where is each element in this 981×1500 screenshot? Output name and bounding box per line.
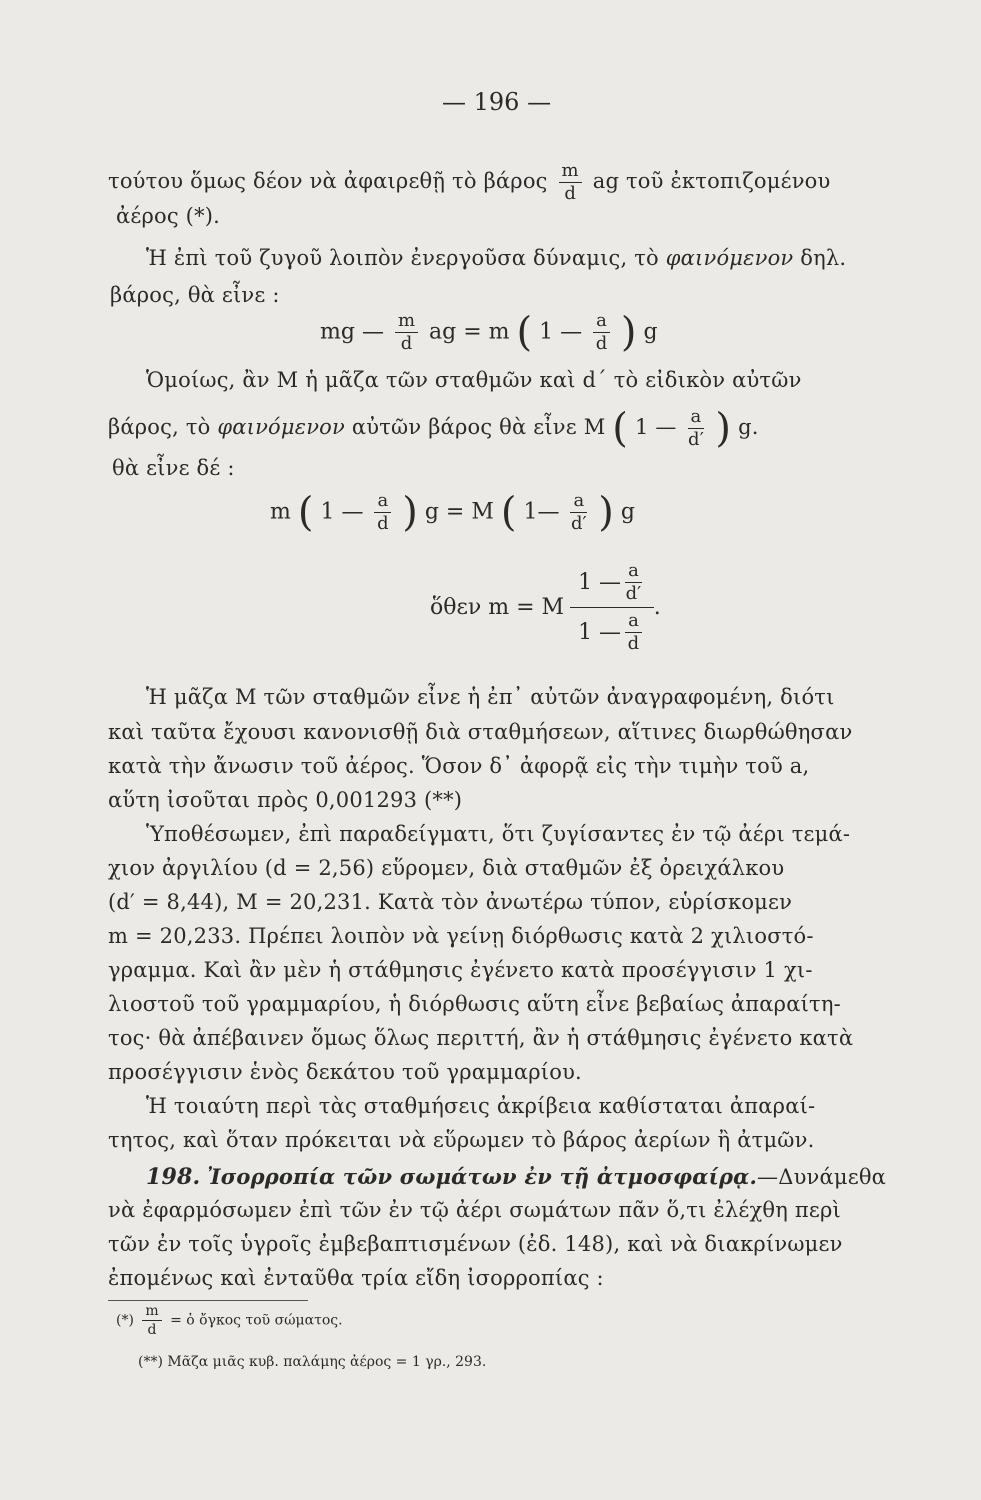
eq-term: 1 — — [635, 415, 677, 439]
compound-denominator — [578, 608, 646, 653]
section-number: 198. — [146, 1164, 201, 1190]
eq-term: ag = m — [429, 319, 510, 345]
denominator: d — [595, 333, 608, 354]
numerator: a — [593, 312, 610, 333]
fraction-m-over-d — [142, 1304, 161, 1337]
eq-term: 1 — — [320, 499, 364, 525]
text-line: τῶν ἐν τοῖς ὑγροῖς ἐμβεβαπτισμένων (ἐδ. 148), καὶ νὰ διακρίνωμεν — [108, 1232, 843, 1256]
text-line: καὶ ταῦτα ἔχουσι κανονισθῇ διὰ σταθμήσεων, αἵτινες διωρθώθησαν — [108, 720, 853, 744]
italic-term: φαινόμενον — [217, 415, 345, 439]
text-line: προσέγγισιν ἑνὸς δεκάτου τοῦ γραμμαρίου. — [108, 1060, 582, 1084]
fraction-a-over-d — [374, 492, 391, 533]
text-line: γραμμα. Καὶ ἂν μὲν ἡ στάθμησις ἐγένετο κατὰ προσέγγισιν 1 χι- — [108, 958, 813, 982]
numerator: m — [395, 312, 418, 333]
eq-term: ὅθεν m = M — [430, 595, 565, 620]
paren-close: ) — [402, 489, 418, 536]
text-span: τούτου ὅμως δέον νὰ ἀφαιρεθῇ τὸ βάρος — [108, 169, 548, 193]
text-line: νὰ ἐφαρμόσωμεν ἐπὶ τῶν ἐν τῷ ἀέρι σωμάτων πᾶν ὅ,τι ἐλέχθη περὶ — [108, 1198, 841, 1222]
italic-term: φαινόμενον — [665, 246, 794, 270]
paren-close: ) — [598, 489, 614, 536]
denominator: d′ — [625, 583, 642, 604]
eq-term: g — [643, 319, 658, 345]
compound-numerator — [570, 562, 654, 608]
text-span: βάρος, τὸ — [108, 415, 211, 439]
text-line: m = 20,233. Πρέπει λοιπὸν νὰ γείνῃ διόρθωσις κατὰ 2 χιλιοστό- — [108, 924, 814, 948]
numerator: a — [374, 492, 391, 513]
footnote-marker: (*) — [116, 1312, 134, 1329]
text-line: αὕτη ἰσοῦται πρὸς 0,001293 (**) — [108, 788, 463, 812]
text-line: θὰ εἶνε δέ : — [112, 456, 235, 480]
text-line: λιοστοῦ τοῦ γραμμαρίου, ἡ διόρθωσις αὕτη εἶνε βεβαίως ἀπαραίτη- — [108, 992, 841, 1016]
text-span: αὐτῶν βάρος θὰ εἶνε M — [351, 415, 606, 439]
eq-term: mg — — [320, 319, 384, 345]
numerator: m — [142, 1304, 161, 1321]
text-line — [108, 162, 830, 203]
numerator: a — [625, 562, 642, 583]
footnote-rule — [108, 1300, 308, 1301]
footnote-2: (**) Μᾶζα μιᾶς κυβ. παλάμης ἀέρος = 1 γρ., 293. — [138, 1354, 487, 1370]
fraction-a-over-dprime — [688, 408, 705, 449]
fraction-a-over-d — [593, 312, 610, 353]
denominator: d — [377, 513, 389, 534]
section-heading-line — [146, 1164, 886, 1190]
eq-term: 1 — — [539, 319, 583, 345]
numerator: a — [625, 612, 642, 633]
numerator: m — [559, 162, 582, 183]
text-line: χιον ἀργιλίου (d = 2,56) εὕρομεν, διὰ σταθμῶν ἐξ ὀρειχάλκου — [108, 856, 785, 880]
text-line — [108, 405, 759, 452]
text-line: (d′ = 8,44), M = 20,231. Κατὰ τὸν ἀνωτέρω τύπον, εὑρίσκομεν — [108, 890, 793, 914]
paren-close: ) — [620, 309, 637, 356]
fraction-m-over-d — [559, 162, 582, 203]
text-line: Ὁμοίως, ἂν M ἡ μᾶζα τῶν σταθμῶν καὶ d΄ τὸ εἰδικὸν αὐτῶν — [146, 368, 802, 392]
eq-term: g = M — [424, 499, 494, 525]
section-title: Ἰσορροπία τῶν σωμάτων ἐν τῇ ἀτμοσφαίρᾳ. — [207, 1164, 758, 1189]
text-span: ag τοῦ ἐκτοπιζομένου — [592, 169, 831, 193]
text-line: τητος, καὶ ὅταν πρόκειται νὰ εὕρωμεν τὸ βάρος ἀερίων ἢ ἀτμῶν. — [108, 1128, 815, 1152]
eq-term: . — [653, 595, 661, 620]
numerator: a — [570, 492, 587, 513]
denominator: d′ — [687, 429, 704, 450]
footnote-1 — [116, 1304, 343, 1337]
eq-term: 1 — — [578, 570, 622, 595]
denominator: d′ — [571, 513, 587, 534]
eq-term: g — [620, 499, 635, 525]
text-span: g. — [738, 415, 759, 439]
equation-mass-result — [430, 562, 661, 653]
text-span: —Δυνάμεθα — [757, 1165, 887, 1189]
paren-open: ( — [500, 489, 517, 536]
denominator: d — [400, 333, 413, 354]
text-line: ἀέρος (*). — [116, 204, 221, 228]
page-number: — 196 — — [442, 88, 552, 116]
text-line: ἐπομένως καὶ ἐνταῦθα τρία εἴδη ἰσορροπίας : — [108, 1266, 604, 1290]
text-line: Ἡ τοιαύτη περὶ τὰς σταθμήσεις ἀκρίβεια καθίσταται ἀπαραί- — [146, 1094, 816, 1118]
fraction-m-over-d — [395, 312, 418, 353]
text-line: βάρος, θὰ εἶνε : — [110, 283, 280, 307]
eq-term: 1— — [523, 499, 560, 525]
compound-fraction — [570, 562, 654, 653]
numerator: a — [688, 408, 705, 429]
fraction-a-over-d — [625, 612, 642, 653]
eq-term: m — [270, 499, 291, 525]
text-span: Ἡ ἐπὶ τοῦ ζυγοῦ λοιπὸν ἐνεργοῦσα δύναμις, τὸ — [146, 246, 659, 270]
paren-open: ( — [297, 489, 314, 536]
fraction-a-over-dprime — [625, 562, 642, 603]
equation-apparent-weight — [320, 309, 658, 356]
text-line — [146, 246, 846, 270]
text-span: δηλ. — [800, 246, 847, 270]
text-line: τος· θὰ ἀπέβαινεν ὅμως ὅλως περιττή, ἂν ἡ στάθμησις ἐγένετο κατὰ — [108, 1026, 854, 1050]
denominator: d — [564, 183, 577, 204]
paren-open: ( — [516, 309, 533, 356]
fraction-a-over-dprime — [570, 492, 587, 533]
paren-close: ) — [715, 405, 732, 452]
text-line: κατὰ τὴν ἄνωσιν τοῦ ἀέρος. Ὅσον δ᾽ ἀφορᾷ εἰς τὴν τιμὴν τοῦ a, — [108, 754, 810, 778]
denominator: d — [627, 633, 640, 654]
denominator: d — [147, 1322, 157, 1338]
paren-open: ( — [612, 405, 629, 452]
equation-balance — [270, 489, 635, 536]
eq-term: 1 — — [578, 620, 622, 645]
text-line: Ἡ μᾶζα M τῶν σταθμῶν εἶνε ἡ ἐπ᾽ αὐτῶν ἀναγραφομένη, διότι — [146, 685, 835, 709]
footnote-text: = ὁ ὄγκος τοῦ σώματος. — [170, 1312, 343, 1329]
text-line: Ὑποθέσωμεν, ἐπὶ παραδείγματι, ὅτι ζυγίσαντες ἐν τῷ ἀέρι τεμά- — [146, 822, 851, 846]
